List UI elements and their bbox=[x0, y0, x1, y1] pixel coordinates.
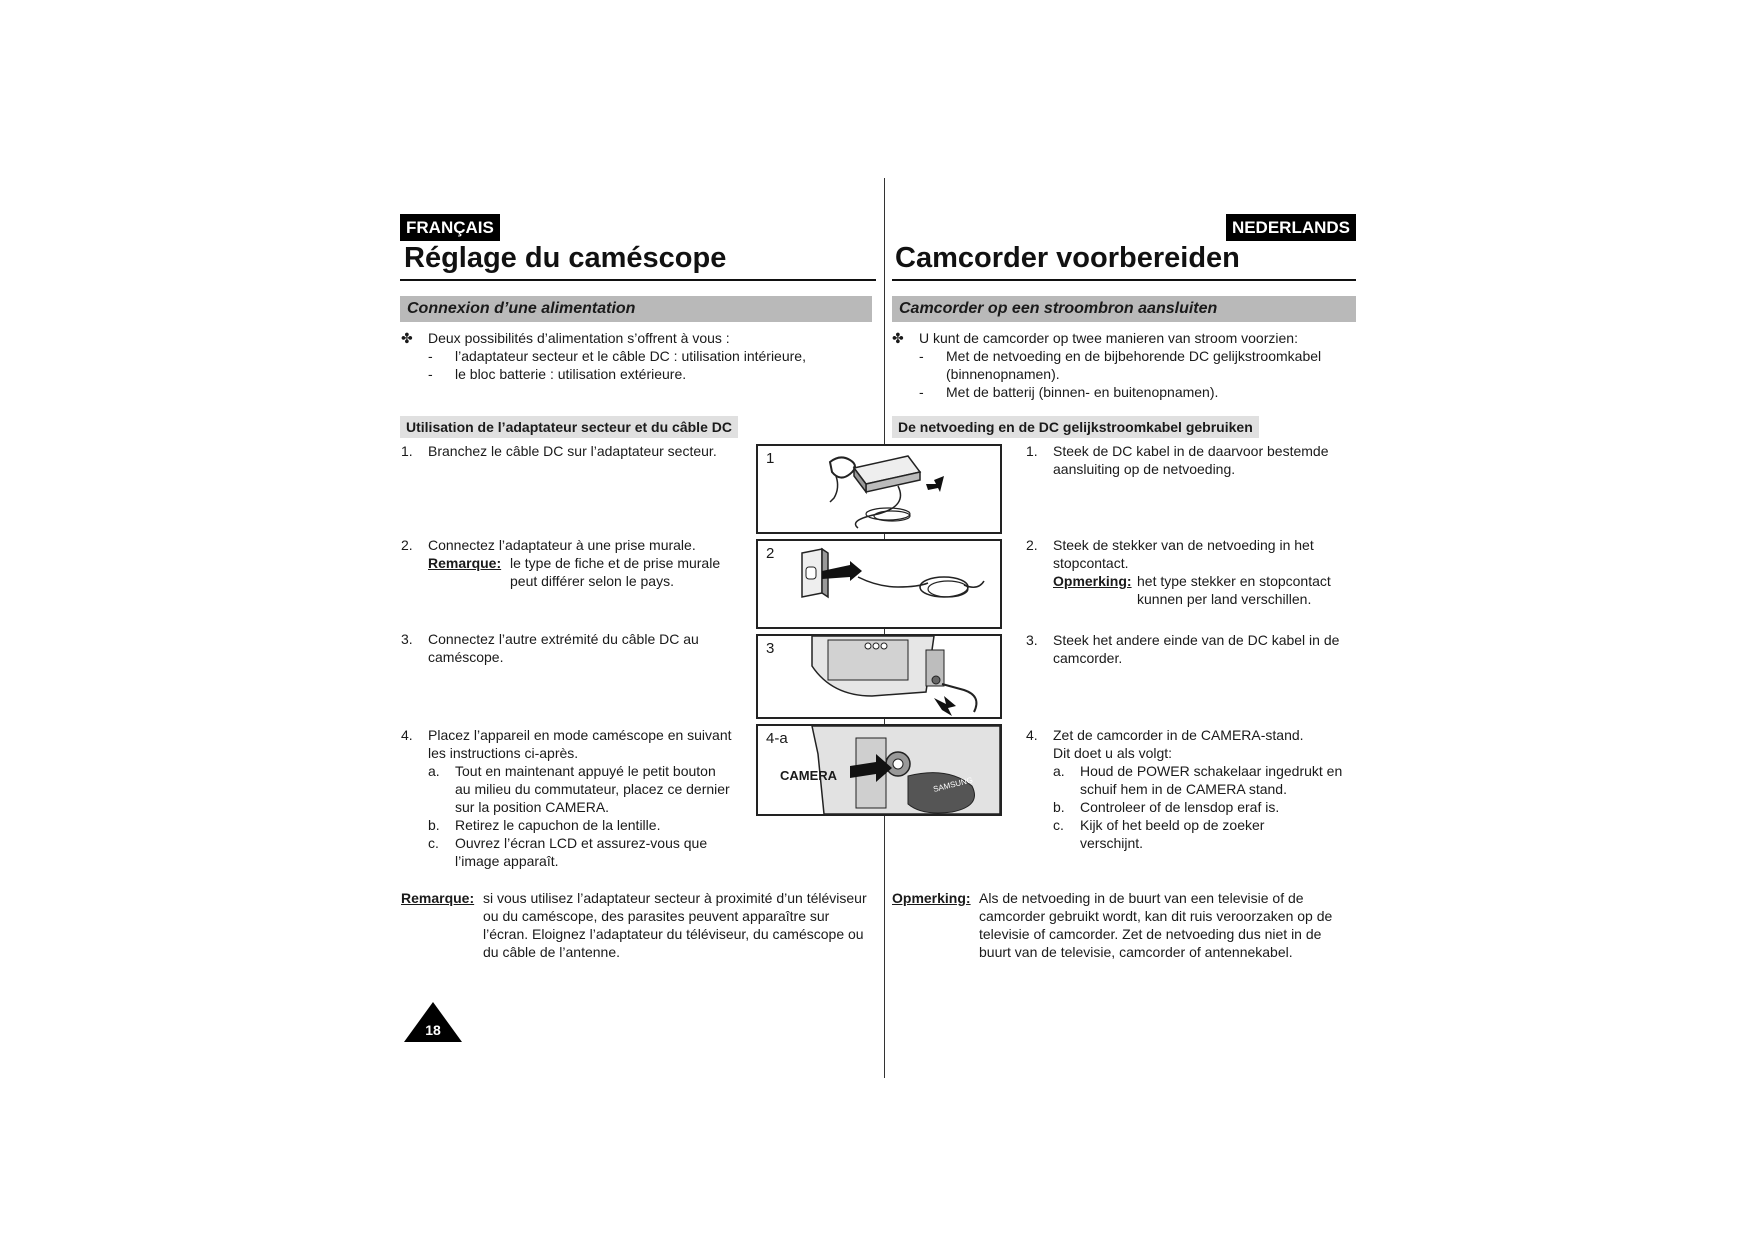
page-number-badge bbox=[404, 1002, 462, 1042]
remark-text: ou du caméscope, des parasites peuvent apparaître sur bbox=[483, 908, 830, 924]
step-text: Connectez l’adaptateur à une prise murale. bbox=[428, 537, 696, 553]
step-text: Branchez le câble DC sur l’adaptateur secteur. bbox=[428, 443, 717, 459]
title-rule-left bbox=[400, 279, 876, 281]
adapter-illustration bbox=[758, 446, 1000, 532]
sub-letter: b. bbox=[1053, 799, 1065, 815]
sub-text: Retirez le capuchon de la lentille. bbox=[455, 817, 661, 833]
remark-text: camcorder gebruikt wordt, kan dit ruis veroorzaken op de bbox=[979, 908, 1333, 924]
title-rule-right bbox=[892, 279, 1356, 281]
step-text: Placez l’appareil en mode caméscope en suivant bbox=[428, 727, 732, 743]
step-number: 1. bbox=[1026, 443, 1038, 459]
sub-text: schuif hem in de CAMERA stand. bbox=[1080, 781, 1287, 797]
intro-item: Met de batterij (binnen- en buitenopnamen). bbox=[946, 384, 1219, 400]
dash: - bbox=[919, 384, 924, 400]
language-tag-dutch: NEDERLANDS bbox=[1226, 214, 1356, 241]
figure-3-camcorder-dc-jack bbox=[756, 634, 1002, 719]
sub-letter: c. bbox=[428, 835, 439, 851]
sub-letter: b. bbox=[428, 817, 440, 833]
step-number: 4. bbox=[1026, 727, 1038, 743]
sub-text: Controleer of de lensdop eraf is. bbox=[1080, 799, 1280, 815]
subsection-heading-dutch: De netvoeding en de DC gelijkstroomkabel gebruiken bbox=[892, 416, 1259, 438]
note-text: le type de fiche et de prise murale bbox=[510, 555, 721, 571]
step-number: 1. bbox=[401, 443, 413, 459]
bullet-icon: ✤ bbox=[892, 330, 904, 346]
dash: - bbox=[428, 348, 433, 364]
step-text: Zet de camcorder in de CAMERA-stand. bbox=[1053, 727, 1304, 743]
figure-2-wall-outlet bbox=[756, 539, 1002, 629]
section-heading-french: Connexion d’une alimentation bbox=[400, 296, 872, 322]
bullet-icon: ✤ bbox=[401, 330, 413, 346]
sub-letter: c. bbox=[1053, 817, 1064, 833]
step-text: stopcontact. bbox=[1053, 555, 1129, 571]
camcorder-side-illustration bbox=[758, 636, 1000, 717]
sub-letter: a. bbox=[428, 763, 440, 779]
note-text: kunnen per land verschillen. bbox=[1137, 591, 1312, 607]
sub-text: l’image apparaît. bbox=[455, 853, 559, 869]
remark-text: Als de netvoeding in de buurt van een televisie of de bbox=[979, 890, 1304, 906]
page-title-french: Réglage du caméscope bbox=[404, 242, 727, 274]
sub-letter: a. bbox=[1053, 763, 1065, 779]
step-text: Steek de DC kabel in de daarvoor bestemde bbox=[1053, 443, 1329, 459]
figure-number: 4-a bbox=[766, 730, 788, 747]
remark-text: du câble de l’antenne. bbox=[483, 944, 620, 960]
intro-text: Deux possibilités d’alimentation s’offrent à vous : bbox=[428, 330, 730, 346]
step-number: 3. bbox=[1026, 632, 1038, 648]
intro-item: l’adaptateur secteur et le câble DC : utilisation intérieure, bbox=[455, 348, 806, 364]
sub-text: Houd de POWER schakelaar ingedrukt en bbox=[1080, 763, 1343, 779]
page-title-dutch: Camcorder voorbereiden bbox=[895, 242, 1240, 274]
step-text: camcorder. bbox=[1053, 650, 1123, 666]
section-heading-dutch: Camcorder op een stroombron aansluiten bbox=[892, 296, 1356, 322]
remark-label-french: Remarque: bbox=[401, 890, 475, 906]
language-tag-french: FRANÇAIS bbox=[400, 214, 500, 241]
step-number: 3. bbox=[401, 631, 413, 647]
intro-item: Met de netvoeding en de bijbehorende DC gelijkstroomkabel bbox=[946, 348, 1322, 364]
figure-number: 2 bbox=[766, 545, 775, 562]
step-text: aansluiting op de netvoeding. bbox=[1053, 461, 1236, 477]
brand-label: SAMSUNG bbox=[932, 775, 974, 794]
sub-text: Ouvrez l’écran LCD et assurez-vous que bbox=[455, 835, 708, 851]
sub-text: sur la position CAMERA. bbox=[455, 799, 610, 815]
step-text: les instructions ci-après. bbox=[428, 745, 579, 761]
figure-number: 3 bbox=[766, 640, 775, 657]
step-text: Steek de stekker van de netvoeding in het bbox=[1053, 537, 1314, 553]
sub-text: au milieu du commutateur, placez ce dernier bbox=[455, 781, 730, 797]
intro-item: le bloc batterie : utilisation extérieure. bbox=[455, 366, 687, 382]
subsection-heading-french: Utilisation de l’adaptateur secteur et du câble DC bbox=[400, 416, 738, 438]
page-number: 18 bbox=[425, 1022, 441, 1038]
remark-text: buurt van de televisie, camcorder of antennekabel. bbox=[979, 944, 1293, 960]
remark-text: televisie of camcorder. Zet de netvoeding dus niet in de bbox=[979, 926, 1322, 942]
note-text: peut différer selon le pays. bbox=[510, 573, 674, 589]
step-text: caméscope. bbox=[428, 649, 504, 665]
remark-text: l’écran. Eloignez l’adaptateur du téléviseur, du caméscope ou bbox=[483, 926, 864, 942]
remark-label-dutch: Opmerking: bbox=[892, 890, 971, 906]
remark-text: si vous utilisez l’adaptateur secteur à proximité d’un téléviseur bbox=[483, 890, 867, 906]
dash: - bbox=[428, 366, 433, 382]
intro-item-continued: (binnenopnamen). bbox=[946, 366, 1060, 382]
note-text: het type stekker en stopcontact bbox=[1137, 573, 1331, 589]
note-label: Remarque: bbox=[428, 555, 502, 571]
step-text: Dit doet u als volgt: bbox=[1053, 745, 1173, 761]
step-number: 2. bbox=[1026, 537, 1038, 553]
camera-mode-label: CAMERA bbox=[780, 768, 838, 783]
intro-text: U kunt de camcorder op twee manieren van stroom voorzien: bbox=[919, 330, 1298, 346]
figure-number: 1 bbox=[766, 450, 775, 467]
outlet-illustration bbox=[758, 541, 1000, 627]
sub-text: Kijk of het beeld op de zoeker bbox=[1080, 817, 1265, 833]
note-label: Opmerking: bbox=[1053, 573, 1132, 589]
sub-text: Tout en maintenant appuyé le petit bouton bbox=[455, 763, 716, 779]
dash: - bbox=[919, 348, 924, 364]
figure-1-adapter bbox=[756, 444, 1002, 534]
step-text: Steek het andere einde van de DC kabel in de bbox=[1053, 632, 1340, 648]
step-text: Connectez l’autre extrémité du câble DC au bbox=[428, 631, 699, 647]
figure-4a-power-switch bbox=[756, 724, 1002, 816]
sub-text: verschijnt. bbox=[1080, 835, 1144, 851]
step-number: 4. bbox=[401, 727, 413, 743]
step-number: 2. bbox=[401, 537, 413, 553]
